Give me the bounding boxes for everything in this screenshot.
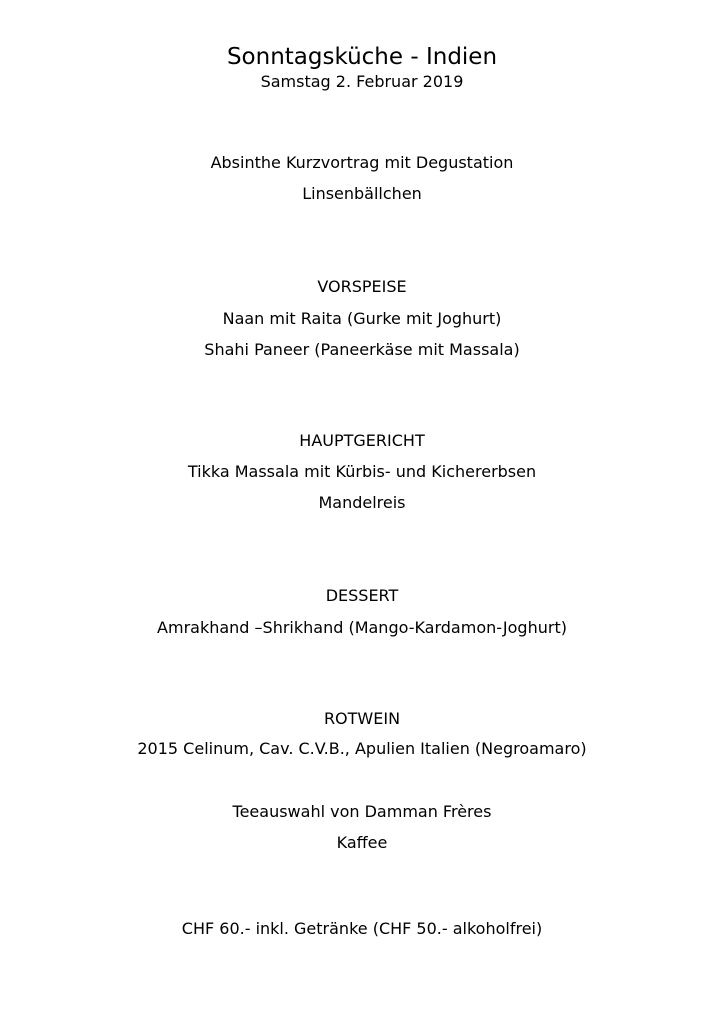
aperitif-item: Linsenbällchen bbox=[302, 184, 422, 203]
drinks-item: Teeauswahl von Damman Frères bbox=[232, 802, 492, 821]
main-course-item: Tikka Massala mit Kürbis- und Kichererbsen bbox=[187, 462, 537, 481]
main-course-heading: HAUPTGERICHT bbox=[299, 431, 425, 450]
price-line: CHF 60.- inkl. Getränke (CHF 50.- alkoholfrei) bbox=[181, 919, 543, 938]
event-date: Samstag 2. Februar 2019 bbox=[260, 72, 464, 91]
dessert-item: Amrakhand –Shrikhand (Mango-Kardamon-Joghurt) bbox=[157, 618, 567, 637]
dessert-heading: DESSERT bbox=[325, 586, 399, 605]
starter-item: Shahi Paneer (Paneerkäse mit Massala) bbox=[204, 340, 520, 359]
page-title: Sonntagsküche - Indien bbox=[226, 44, 498, 70]
drinks-item: Kaffee bbox=[336, 833, 388, 852]
main-course-item: Mandelreis bbox=[318, 493, 406, 512]
aperitif-item: Absinthe Kurzvortrag mit Degustation bbox=[210, 153, 514, 172]
starter-heading: VORSPEISE bbox=[317, 277, 407, 296]
wine-item: 2015 Celinum, Cav. C.V.B., Apulien Italien (Negroamaro) bbox=[137, 739, 587, 758]
wine-heading: ROTWEIN bbox=[323, 709, 401, 728]
starter-item: Naan mit Raita (Gurke mit Joghurt) bbox=[222, 309, 502, 328]
